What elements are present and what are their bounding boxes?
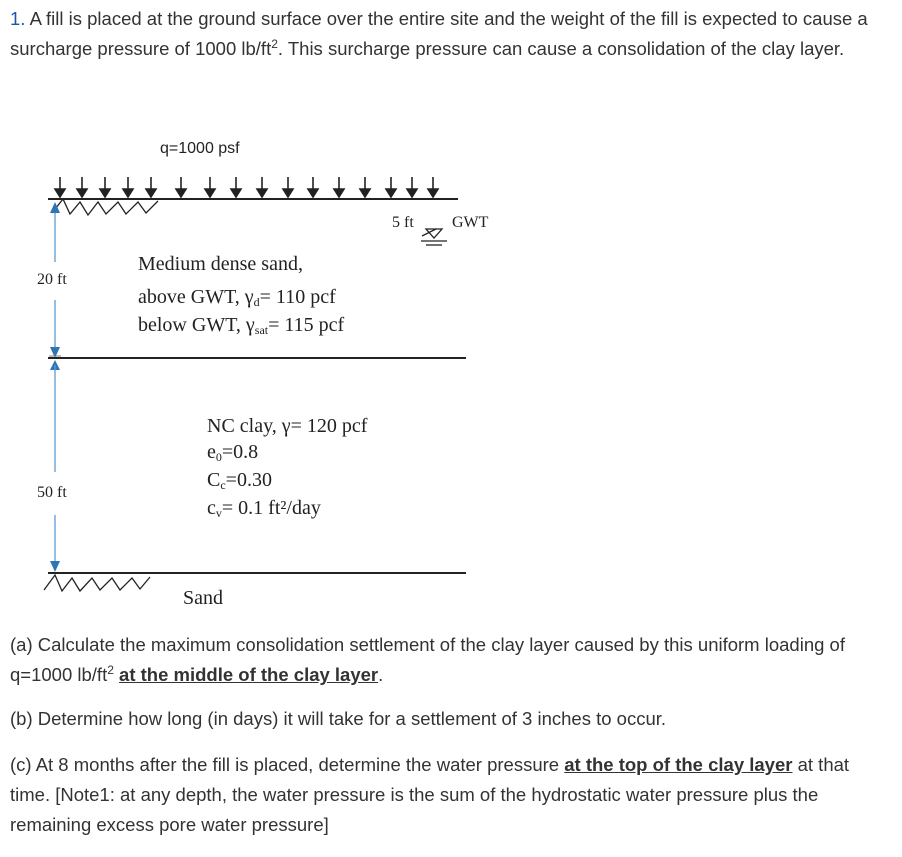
sand-layer-name: Medium dense sand, (138, 253, 303, 275)
part-c-emphasis: at the top of the clay layer (564, 754, 793, 775)
clay-layer-dimension (50, 360, 60, 572)
load-arrow (146, 177, 156, 197)
clay-consolidation-coefficient: cv= 0.1 ft²/day (207, 497, 321, 520)
clay-void-ratio: e0=0.8 (207, 441, 259, 464)
gwt-label: GWT (452, 214, 489, 231)
load-arrows (55, 177, 438, 197)
gwt-depth-label: 5 ft (392, 214, 414, 231)
load-arrow (360, 177, 370, 197)
part-a-emphasis: at the middle of the clay layer (119, 664, 379, 685)
part-a (10, 630, 890, 690)
load-arrow (334, 177, 344, 197)
part-a-text-end: . (378, 664, 384, 685)
load-arrow (100, 177, 110, 197)
load-arrow (55, 177, 65, 197)
part-c-text: (c) At 8 months after the fill is placed, determine the water pressure (10, 754, 560, 775)
part-c (10, 750, 890, 840)
load-arrow (205, 177, 215, 197)
load-arrow (386, 177, 396, 197)
part-a-sup: 2 (107, 663, 114, 677)
sand-unit-weight-sat: below GWT, γsat= 115 pcf (138, 314, 345, 337)
load-arrow (176, 177, 186, 197)
load-arrow (407, 177, 417, 197)
clay-layer-thickness: 50 ft (37, 484, 67, 501)
bottom-hatch (44, 575, 150, 591)
top-layer-thickness: 20 ft (37, 271, 67, 288)
bottom-sand-label: Sand (183, 587, 223, 609)
clay-layer-name: NC clay, γ= 120 pcf (207, 415, 368, 437)
intro-sup: 2 (271, 37, 278, 51)
load-arrow (231, 177, 241, 197)
water-table-icon (421, 229, 447, 245)
part-b (10, 704, 890, 734)
load-arrow (77, 177, 87, 197)
question-intro (10, 4, 890, 64)
load-arrow (308, 177, 318, 197)
load-arrow (123, 177, 133, 197)
part-a-text: (a) Calculate the maximum consolidation settlement of the clay layer caused by this uniform loading of q=1000 lb/ft (10, 634, 845, 685)
clay-compression-index: Cc=0.30 (207, 469, 272, 492)
question-number: 1. (10, 8, 26, 29)
load-arrow (428, 177, 438, 197)
load-arrow (257, 177, 267, 197)
part-c-text-end: at that time. [Note1: at any depth, the water pressure is the sum of the hydrostatic water pressure plus the remaining excess pore water pressure] (10, 754, 850, 835)
sand-unit-weight-dry: above GWT, γd= 110 pcf (138, 286, 336, 309)
soil-profile-diagram (0, 125, 500, 625)
intro-text-a: A fill is placed at the ground surface over the entire site and the weight of the fill is expected to cause a surcharge pressure of 1000 lb/ft (10, 8, 868, 59)
part-b-text: (b) Determine how long (in days) it will take for a settlement of 3 inches to occur. (10, 708, 667, 729)
intro-text-b: . This surcharge pressure can cause a consolidation of the clay layer. (277, 38, 845, 59)
load-label: q=1000 psf (160, 140, 240, 157)
ground-hatch (52, 199, 158, 215)
load-arrow (283, 177, 293, 197)
